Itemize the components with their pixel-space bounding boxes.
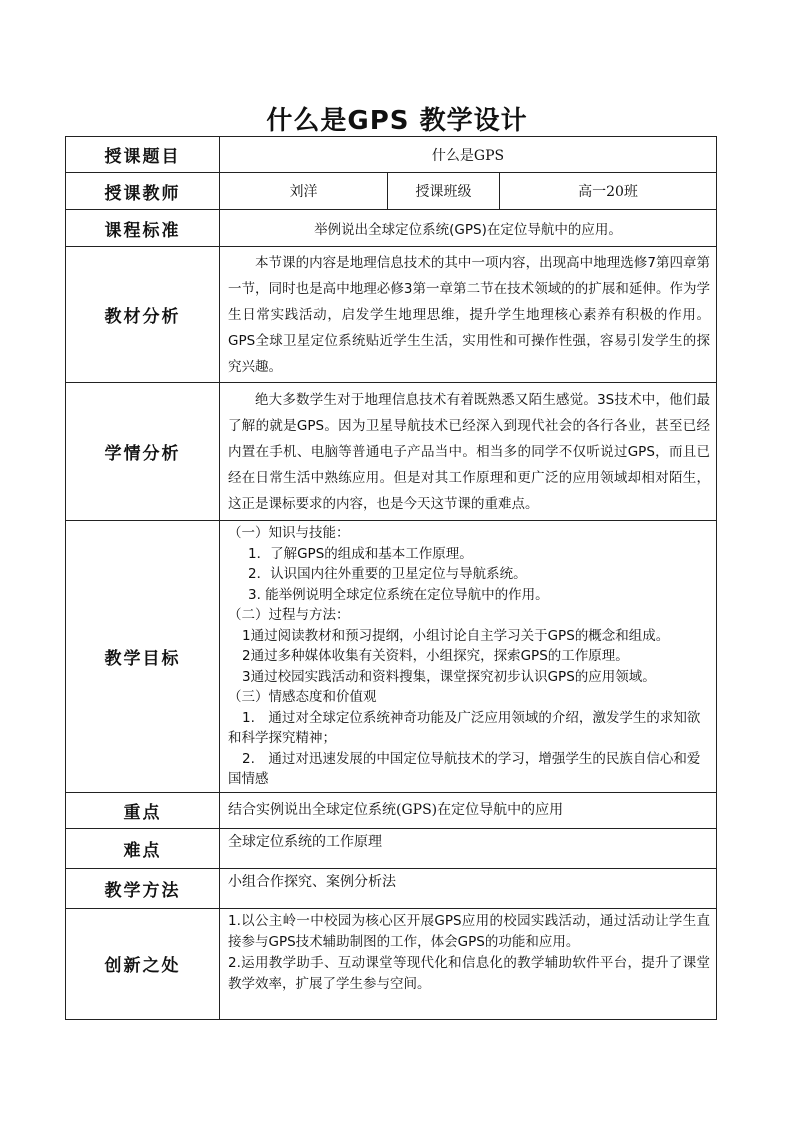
objective-item: 1. 通过对全球定位系统神奇功能及广泛应用领域的介绍，激发学生的求知欲和科学探究精神； bbox=[228, 709, 701, 746]
table-row-topic bbox=[66, 137, 717, 173]
textbook-analysis: 本节课的内容是地理信息技术的其中一项内容，出现高中地理选修7第四章第一节，同时也是高中地理必修3第一章第二节在技术领域的的扩展和延伸。作为学生日常实践活动，启发学生地理思维，提升学生地理核心素养有积极的作用。GPS全球卫星定位系统贴近学生生活，实用性和可操作性强，容易引发学生的探究兴趣。 bbox=[220, 247, 717, 383]
difficulty-value: 全球定位系统的工作原理 bbox=[220, 828, 717, 868]
method-value: 小组合作探究、案例分析法 bbox=[220, 868, 717, 908]
objectives-label: 教学目标 bbox=[66, 521, 220, 793]
table-row-difficulty bbox=[66, 828, 717, 868]
objectives-content bbox=[220, 521, 717, 793]
table-row-objectives bbox=[66, 521, 717, 793]
objective-heading: （二）过程与方法： bbox=[228, 607, 350, 623]
key-point-label: 重点 bbox=[66, 792, 220, 828]
standard-label: 课程标准 bbox=[66, 210, 220, 247]
innovation-item: 2.运用教学助手、互动课堂等现代化和信息化的教学辅助软件平台，提升了课堂教学效率，扩展了学生参与空间。 bbox=[228, 954, 711, 992]
table-row-innovation bbox=[66, 908, 717, 1019]
topic-label: 授课题目 bbox=[66, 137, 220, 173]
document-title: 什么是GPS 教学设计 bbox=[266, 106, 528, 136]
objective-item: 3通过校园实践活动和资料搜集，课堂探究初步认识GPS的应用领域。 bbox=[242, 668, 656, 685]
objective-item: 2. 通过对迅速发展的中国定位导航技术的学习，增强学生的民族自信心和爱国情感 bbox=[228, 750, 701, 787]
table-row-textbook bbox=[66, 247, 717, 383]
table-row-method bbox=[66, 868, 717, 908]
table-row-teacher bbox=[66, 173, 717, 210]
key-point-value: 结合实例说出全球定位系统(GPS)在定位导航中的应用 bbox=[220, 792, 717, 828]
class-label: 授课班级 bbox=[388, 173, 500, 210]
teacher-label: 授课教师 bbox=[66, 173, 220, 210]
standard-value: 举例说出全球定位系统(GPS)在定位导航中的应用。 bbox=[220, 210, 717, 247]
table-row-standard bbox=[66, 210, 717, 247]
innovation-item: 1.以公主岭一中校园为核心区开展GPS应用的校园实践活动，通过活动让学生直接参与GPS技术辅助制图的工作，体会GPS的功能和应用。 bbox=[228, 912, 711, 950]
textbook-label: 教材分析 bbox=[66, 247, 220, 383]
objective-item: 1通过阅读教材和预习提纲，小组讨论自主学习关于GPS的概念和组成。 bbox=[242, 627, 670, 644]
teacher-name: 刘洋 bbox=[220, 173, 388, 210]
objective-heading: （一）知识与技能： bbox=[228, 525, 350, 541]
objective-heading: （三）情感态度和价值观 bbox=[228, 689, 377, 705]
objective-item: 2．认识国内往外重要的卫星定位与导航系统。 bbox=[248, 566, 527, 582]
objective-item: 2通过多种媒体收集有关资料，小组探究，探索GPS的工作原理。 bbox=[242, 648, 629, 664]
class-value: 高一20班 bbox=[500, 173, 717, 210]
students-label: 学情分析 bbox=[66, 383, 220, 521]
objective-item: 1．了解GPS的组成和基本工作原理。 bbox=[248, 545, 473, 562]
innovation-label: 创新之处 bbox=[66, 908, 220, 1019]
innovation-content bbox=[220, 908, 717, 1019]
student-analysis: 绝大多数学生对于地理信息技术有着既熟悉又陌生感觉。3S技术中，他们最了解的就是GPS。因为卫星导航技术已经深入到现代社会的各行各业，甚至已经内置在手机、电脑等普通电子产品当中。相当多的同学不仅听说过GPS，而且已经在日常生活中熟练应用。但是对其工作原理和更广泛的应用领域却相对陌生，这正是课标要求的内容，也是今天这节课的重难点。 bbox=[220, 383, 717, 521]
method-label: 教学方法 bbox=[66, 868, 220, 908]
topic-value: 什么是GPS bbox=[220, 137, 717, 173]
table-row-key-point bbox=[66, 792, 717, 828]
objective-item: 3. 能举例说明全球定位系统在定位导航中的作用。 bbox=[248, 586, 549, 603]
lesson-plan-table bbox=[65, 136, 717, 1020]
difficulty-label: 难点 bbox=[66, 828, 220, 868]
table-row-students bbox=[66, 383, 717, 521]
